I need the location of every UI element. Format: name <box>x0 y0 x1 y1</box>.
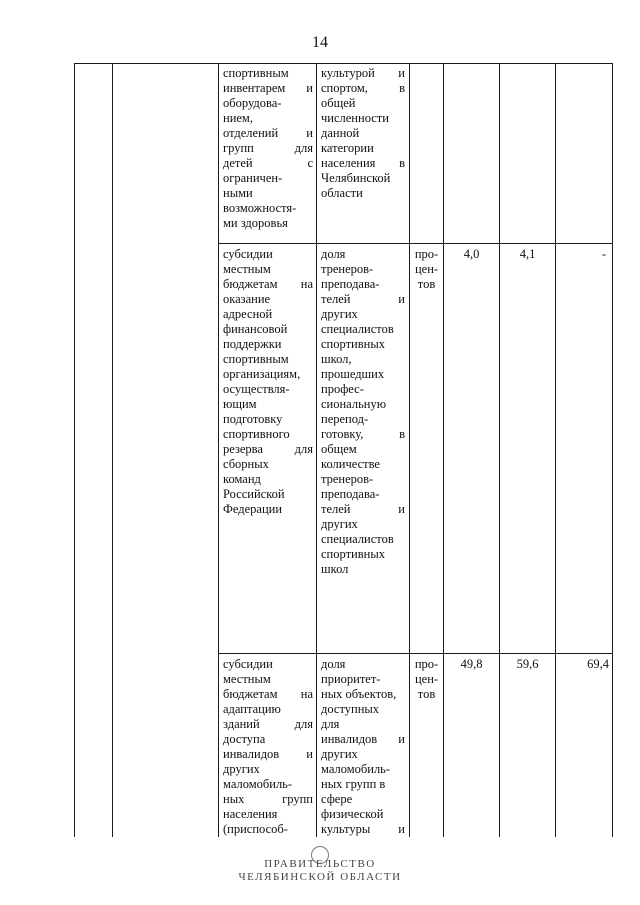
text-line: тов <box>417 687 436 701</box>
table-border <box>443 63 444 837</box>
text-line: инвентарем и <box>223 81 313 95</box>
text-line: команд <box>223 472 261 486</box>
text-line: про- <box>414 657 439 671</box>
text-line: инвалидов и <box>223 747 313 761</box>
text-line: резерва для <box>223 442 313 456</box>
text-line: ми здоровья <box>223 216 288 230</box>
text-line: организациям, <box>223 367 301 381</box>
table-border <box>218 243 613 244</box>
text-line: культуры и <box>321 822 405 836</box>
table-border <box>555 63 556 837</box>
text-line: ных групп <box>223 792 313 806</box>
value-year-3: 69,4 <box>587 657 609 671</box>
value-year-2: 59,6 <box>516 657 539 671</box>
text-line: спортом, в <box>321 81 405 95</box>
text-line: других <box>321 517 358 531</box>
text-line: сфере <box>321 792 353 806</box>
text-line: населения <box>223 807 278 821</box>
text-line: ных объектов, <box>321 687 397 701</box>
table-border <box>112 63 113 837</box>
text-line: осуществля- <box>223 382 290 396</box>
table-border <box>612 63 613 837</box>
text-line: групп для <box>223 141 313 155</box>
stamp-line-1: ПРАВИТЕЛЬСТВО <box>264 858 376 870</box>
text-line: спортивным <box>223 66 289 80</box>
text-line: школ, <box>321 352 352 366</box>
value-year-1: 4,0 <box>463 247 480 261</box>
text-line: количестве <box>321 457 380 471</box>
indicator-cell <box>321 247 405 577</box>
text-line: субсидии <box>223 247 273 261</box>
text-line: ющим <box>223 397 257 411</box>
stamp-line-2: ЧЕЛЯБИНСКОЙ ОБЛАСТИ <box>238 871 402 883</box>
text-line: нием, <box>223 111 253 125</box>
text-line: спортивным <box>223 352 289 366</box>
text-line: других <box>321 307 358 321</box>
text-line: про- <box>414 247 439 261</box>
text-line: Российской <box>223 487 285 501</box>
table-border <box>74 63 75 837</box>
text-line: специалистов <box>321 322 394 336</box>
indicator-cell <box>321 657 405 837</box>
text-line: телей и <box>321 292 405 306</box>
text-line: поддержки <box>223 337 282 351</box>
text-line: отделений и <box>223 126 313 140</box>
measure-cell <box>223 247 313 517</box>
text-line: Федерации <box>223 502 283 516</box>
text-line: спортивных <box>321 337 385 351</box>
text-line: детей с <box>223 156 313 170</box>
text-line: физической <box>321 807 384 821</box>
text-line: местным <box>223 262 271 276</box>
table-border <box>409 63 410 837</box>
text-line: области <box>321 186 363 200</box>
table-border <box>74 63 613 64</box>
text-line: местным <box>223 672 271 686</box>
value-year-3: - <box>601 247 606 261</box>
value-year-1: 49,8 <box>460 657 483 671</box>
text-line: других <box>321 747 358 761</box>
text-line: бюджетам на <box>223 277 313 291</box>
text-line: бюджетам на <box>223 687 313 701</box>
text-line: данной <box>321 126 360 140</box>
unit-cell <box>410 247 443 292</box>
text-line: цен- <box>414 672 439 686</box>
text-line: Челябинской <box>321 171 391 185</box>
text-line: доля <box>321 247 346 261</box>
text-line: тренеров- <box>321 262 374 276</box>
text-line: готовку, в <box>321 427 405 441</box>
measure-cell <box>223 66 313 231</box>
text-line: профес- <box>321 382 364 396</box>
text-line: (приспособ- <box>223 822 288 836</box>
table-border <box>316 63 317 837</box>
text-line: общей <box>321 96 356 110</box>
text-line: оборудова- <box>223 96 282 110</box>
page-number: 14 <box>312 34 328 51</box>
text-line: преподава- <box>321 277 380 291</box>
unit-cell <box>410 657 443 702</box>
text-line: сборных <box>223 457 269 471</box>
text-line: ными <box>223 186 253 200</box>
text-line: ных групп в <box>321 777 386 791</box>
text-line: подготовку <box>223 412 283 426</box>
text-line: адаптацию <box>223 702 281 716</box>
value-year-2: 4,1 <box>519 247 536 261</box>
text-line: школ <box>321 562 349 576</box>
text-line: зданий для <box>223 717 313 731</box>
table-border <box>218 63 219 837</box>
table-border <box>218 653 613 654</box>
text-line: населения в <box>321 156 405 170</box>
text-line: доля <box>321 657 346 671</box>
text-line: инвалидов и <box>321 732 405 746</box>
text-line: других <box>223 762 260 776</box>
text-line: адресной <box>223 307 273 321</box>
text-line: приоритет- <box>321 672 381 686</box>
text-line: общем <box>321 442 357 456</box>
text-line: тренеров- <box>321 472 374 486</box>
text-line: маломобиль- <box>223 777 293 791</box>
measure-cell <box>223 657 313 837</box>
indicator-cell <box>321 66 405 201</box>
text-line: культурой и <box>321 66 405 80</box>
text-line: телей и <box>321 502 405 516</box>
text-line: оказание <box>223 292 271 306</box>
text-line: маломобиль- <box>321 762 391 776</box>
text-line: субсидии <box>223 657 273 671</box>
text-line: прошедших <box>321 367 385 381</box>
text-line: численности <box>321 111 389 125</box>
text-line: ограничен- <box>223 171 283 185</box>
text-line: спортивных <box>321 547 385 561</box>
text-line: преподава- <box>321 487 380 501</box>
text-line: доступных <box>321 702 380 716</box>
text-line: финансовой <box>223 322 288 336</box>
text-line: для <box>321 717 340 731</box>
table-border <box>499 63 500 837</box>
text-line: спортивного <box>223 427 290 441</box>
text-line: тов <box>417 277 436 291</box>
text-line: сиональную <box>321 397 387 411</box>
text-line: перепод- <box>321 412 369 426</box>
text-line: цен- <box>414 262 439 276</box>
text-line: категории <box>321 141 374 155</box>
text-line: возможностя- <box>223 201 297 215</box>
text-line: доступа <box>223 732 266 746</box>
text-line: специалистов <box>321 532 394 546</box>
